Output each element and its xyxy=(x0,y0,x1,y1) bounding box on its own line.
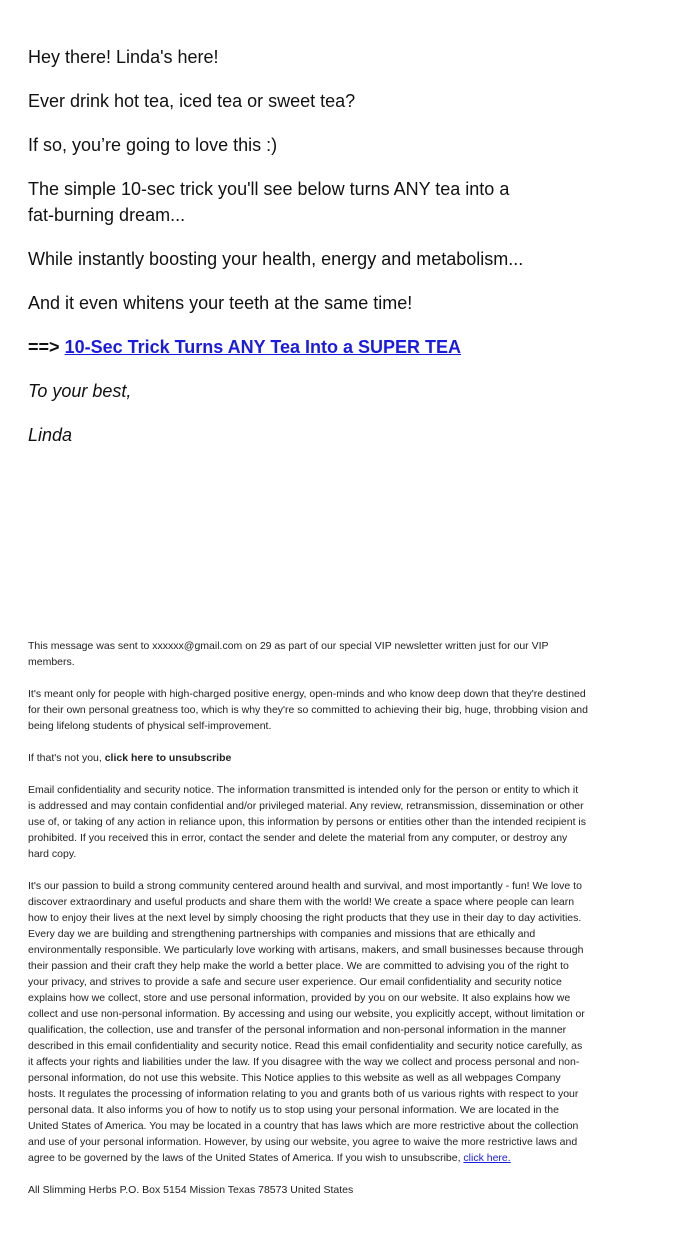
email-body xyxy=(28,44,598,466)
trick-text: The simple 10-sec trick you'll see below turns ANY tea into a fat-burning dream... xyxy=(28,179,510,225)
cta-arrow: ==> xyxy=(28,337,60,357)
boost-text: While instantly boosting your health, energy and metabolism... xyxy=(28,249,524,269)
whiten-text: And it even whitens your teeth at the same time! xyxy=(28,293,413,313)
question-text: Ever drink hot tea, iced tea or sweet tea? xyxy=(28,91,356,111)
passion-body: It's our passion to build a strong community centered around health and survival, and most importantly - fun! We love to discover extraordinary and useful products and share them with the world! We create a space where people can learn how to enjoy their lives at the next level by simply choosing the right products that they use in their day to day activities. Every day we are building and strengthening partnerships with companies and missions that are ethically and environmentally responsible. We particularly love working with artisans, makers, and small businesses because through their passion and their craft they help make the world a better place. We are committed to advising you of the right to your privacy, and strives to provide a safe and secure user experience. Our email confidentiality and security notice explains how we collect, store and use personal information, provided by you on our website. It also explains how we collect and use non-personal information. By accessing and using our website, you explicitly accept, without limitation or qualification, the collection, use and transfer of the personal information and non-personal information in the manner described in this email confidentiality and security notice. Read this email confidentiality and security notice carefully, as it affects your rights and liabilities under the law. If you disagree with the way we collect and process personal and non-personal information, do not use this website. This Notice applies to this website as well as all webpages Company hosts. It regulates the processing of information relating to you and grants both of us various rights with respect to your personal data. It also informs you of how to notify us to stop using your personal information. We are located in the United States of America. You may be located in a country that has laws which are more restrictive about the collection and use of your personal information. However, by using our website, you agree to waive the more restrictive laws and agree to be governed by the laws of the United States of America. If you wish to unsubscribe, xyxy=(28,880,585,1164)
cta-line xyxy=(28,334,598,360)
company-address: All Slimming Herbs P.O. Box 5154 Mission Texas 78573 United States xyxy=(28,1184,354,1196)
unsubscribe-line xyxy=(28,750,588,766)
passion-unsubscribe-link[interactable]: click here. xyxy=(463,1152,511,1164)
email-footer xyxy=(28,638,588,1214)
passion-notice xyxy=(28,878,588,1166)
confidentiality-notice xyxy=(28,782,588,862)
signature-text: Linda xyxy=(28,425,73,445)
unsubscribe-prefix: If that's not you, xyxy=(28,752,105,764)
greeting-text: Hey there! Linda's here! xyxy=(28,47,219,67)
email-message xyxy=(28,44,598,448)
cta-link[interactable]: 10-Sec Trick Turns ANY Tea Into a SUPER TEA xyxy=(64,337,462,357)
closing-text: To your best, xyxy=(28,381,132,401)
sent-notice: This message was sent to xxxxxx@gmail.com on 29 as part of our special VIP newsletter written just for our VIP members. xyxy=(28,640,549,668)
confidentiality-title: Email confidentiality and security notice. xyxy=(28,784,215,796)
hook-text: If so, you’re going to love this :) xyxy=(28,135,278,155)
meant-for-notice: It's meant only for people with high-charged positive energy, open-minds and who know deep down that they're destined for their own personal greatness too, which is why they're so committed to achieving their big, huge, throbbing vision and being lifelong students of physical self-improvement. xyxy=(28,688,588,732)
unsubscribe-link[interactable]: click here to unsubscribe xyxy=(104,752,232,764)
confidentiality-body: The information transmitted is intended only for the person or entity to which it is addressed and may contain confidential and/or privileged material. Any review, retransmission, dissemination or other use of, or taking of any action in reliance upon, this information by persons or entities other than the intended recipient is prohibited. If you received this in error, contact the sender and delete the material from any computer, or destroy any hard copy. xyxy=(28,784,586,860)
